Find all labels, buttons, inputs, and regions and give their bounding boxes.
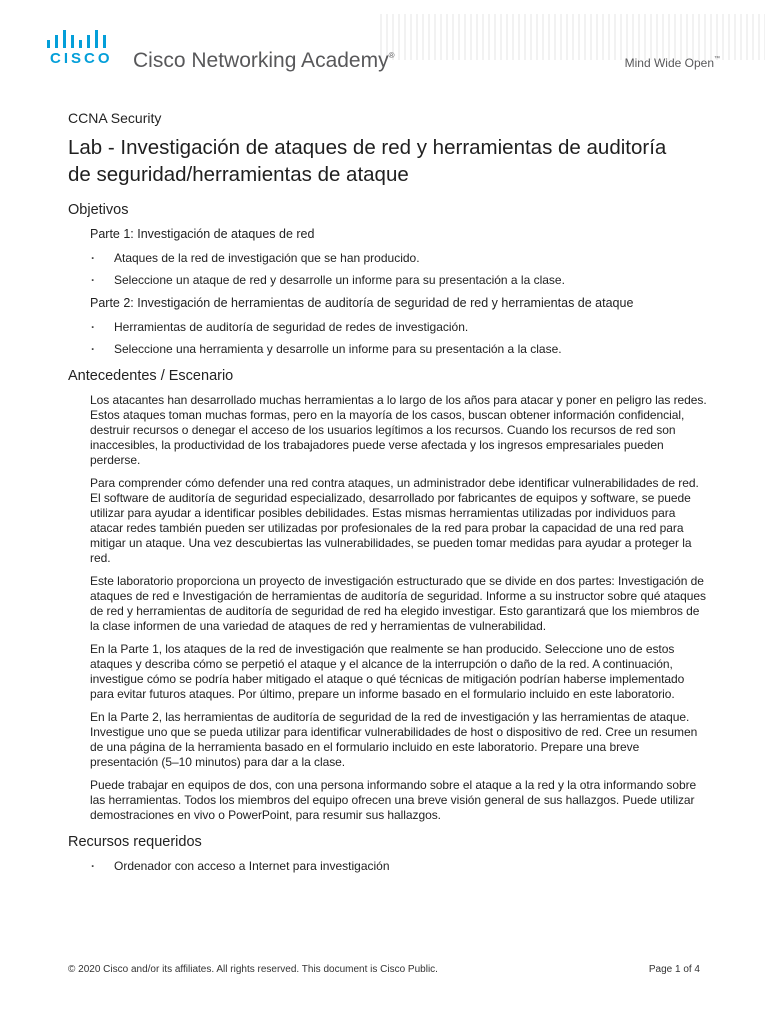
objectives-heading: Objetivos xyxy=(68,202,129,218)
page-footer xyxy=(68,964,700,980)
resources-list xyxy=(68,859,708,874)
academy-name xyxy=(133,49,395,73)
page-header xyxy=(0,0,768,86)
list-item: · Seleccione una herramienta y desarrolle un informe para su presentación a la clase. xyxy=(114,342,708,357)
background-paragraph: Para comprender cómo defender una red contra ataques, un administrador debe identificar vulnerabilidades de red. El software de auditoría de seguridad especializado, desarrollado por fabricantes de equipos y software, se puede utilizar para ayudar a identificar posibles debilidades. Estas mismas herramientas utilizadas por individuos para atacar redes también pueden ser utilizadas por profesionales de la red para probar la capacidad de una red para mitigar un ataque. Una vez descubiertas las vulnerabilidades, se pueden tomar medidas para ayudar a proteger la red. xyxy=(90,476,699,565)
tagline-label: Mind Wide Open xyxy=(624,56,714,70)
title-line-2: de seguridad/herramientas de ataque xyxy=(68,163,409,186)
part-1-list xyxy=(68,251,708,288)
list-item: · Ataques de la red de investigación que se han producido. xyxy=(114,251,708,266)
background-paragraph: Puede trabajar en equipos de dos, con una persona informando sobre el ataque a la red y la otra informando sobre las herramientas. Todos los miembros del equipo ofrecen una breve visión general de sus hallazgos. Puede utilizar demostraciones en vivo o PowerPoint, para resumir sus hallazgos. xyxy=(90,778,697,822)
course-name: CCNA Security xyxy=(68,110,162,126)
cisco-logo-wordmark: CISCO xyxy=(50,50,113,67)
part-2-heading: Parte 2: Investigación de herramientas de auditoría de seguridad de red y herramientas de ataque xyxy=(90,296,634,310)
title-line-1: Lab - Investigación de ataques de red y herramientas de auditoría xyxy=(68,136,667,159)
resources-heading: Recursos requeridos xyxy=(68,834,202,850)
part-1-heading: Parte 1: Investigación de ataques de red xyxy=(90,227,315,241)
list-item: · Herramientas de auditoría de seguridad de redes de investigación. xyxy=(114,320,708,335)
document-body xyxy=(68,110,708,882)
part-2-list xyxy=(68,320,708,357)
list-item: · Seleccione un ataque de red y desarrolle un informe para su presentación a la clase. xyxy=(114,273,708,288)
background-paragraph: Este laboratorio proporciona un proyecto de investigación estructurado que se divide en dos partes: Investigación de ataques de red e Investigación de herramientas de auditoría de seguridad. Informe a su instructor sobre qué ataques de red y herramientas de auditoría de seguridad de red ha elegido investigar. Esto garantizará que los miembros de la clase informen de una variedad de ataques de red y herramientas de vulnerabilidad. xyxy=(90,574,706,633)
tagline xyxy=(600,56,720,70)
cisco-logo-bars-icon xyxy=(47,30,113,50)
copyright-notice: © 2020 Cisco and/or its affiliates. All rights reserved. This document is Cisco Public. xyxy=(68,964,438,975)
page-number: Page 1 of 4 xyxy=(648,964,700,975)
background-paragraph: En la Parte 2, las herramientas de auditoría de seguridad de la red de investigación y las herramientas de ataque. Investigue uno que se pueda utilizar para identificar vulnerabilidades de host o dispositivo de red. Cree un resumen de una página de la herramienta basado en el formulario incluido en este laboratorio. Prepare una breve presentación (5–10 minutos) para dar a la clase. xyxy=(90,710,698,769)
background-paragraph: En la Parte 1, los ataques de la red de investigación que realmente se han producido. Seleccione uno de estos ataques y describa cómo se perpetió el ataque y el alcance de la interrupción o daño de la red. A continuación, investigue cómo se podría haber mitigado el ataque o qué técnicas de mitigación podrían haberse implementado para evitar futuros ataques. Por último, prepare un informe basado en el formulario incluido en este laboratorio. xyxy=(90,642,685,701)
academy-label: Cisco Networking Academy xyxy=(133,49,389,72)
background-heading: Antecedentes / Escenario xyxy=(68,368,234,384)
header-decoration xyxy=(380,14,765,60)
trademark-mark: ™ xyxy=(714,56,720,62)
list-item: · Ordenador con acceso a Internet para investigación xyxy=(114,859,708,874)
registered-mark: ® xyxy=(388,51,395,60)
page-title xyxy=(68,134,708,188)
background-paragraph: Los atacantes han desarrollado muchas herramientas a lo largo de los años para atacar y poner en peligro las redes. Estos ataques toman muchas formas, pero en la mayoría de los casos, buscan obtener información confidencial, destruir recursos o denegar el acceso de los usuarios legítimos a los recursos. Cuando los recursos de red son inaccesibles, la productividad de los trabajadores puede verse afectada y los ingresos empresariales pueden perderse. xyxy=(90,393,707,467)
